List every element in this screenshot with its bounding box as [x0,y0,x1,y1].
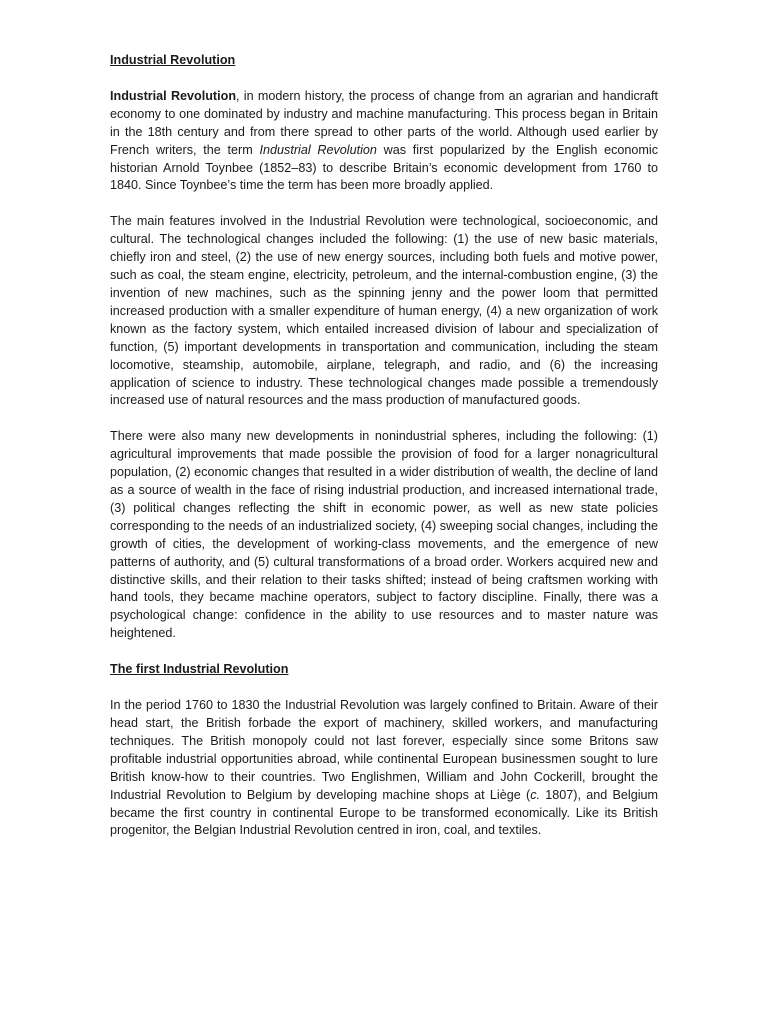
intro-text-1: , in modern history, the process of change from an agrarian and handicraft economy to one dominated by industry and machine manufacturing. This process began in Britain in the 18th century and from there spread to other parts of the world. Although used earlier by French writers, the term [110,88,658,157]
section-italic-c: c. [530,787,540,802]
features-paragraph: The main features involved in the Industrial Revolution were technological, socioeconomic, and cultural. The technological changes included the following: (1) the use of new basic materials, chiefly iron and steel, (2) the use of new energy sources, including both fuels and motive power, such as coal, the steam engine, electricity, petroleum, and the internal-combustion engine, (3) the invention of new machines, such as the spinning jenny and the power loom that permitted increased production with a smaller expenditure of human energy, (4) a new organization of work known as the factory system, which entailed increased division of labour and specialization of function, (5) important developments in transportation and communication, including the steam locomotive, steamship, automobile, airplane, telegraph, and radio, and (6) the increasing application of science to industry. These technological changes made possible a tremendously increased use of natural resources and the mass production of manufactured goods. [110,214,658,408]
intro-paragraph [110,88,658,195]
intro-lead: Industrial Revolution [110,88,237,103]
section-text-1: In the period 1760 to 1830 the Industrial Revolution was largely confined to Britain. Aware of their head start, the British forbade the export of machinery, skilled workers, and manufacturing techniques. The British monopoly could not last forever, especially since some Britons saw profitable industrial opportunities abroad, while continental European businessmen sought to lure British know-how to their countries. Two Englishmen, William and John Cockerill, brought the Industrial Revolution to Belgium by developing machine shops at Liège ( [110,698,658,802]
spacer [110,410,658,428]
nonindustrial-paragraph: There were also many new developments in nonindustrial spheres, including the following: (1) agricultural improvements that made possible the provision of food for a larger nonagricultural population, (2) economic changes that resulted in a wider distribution of wealth, the decline of land as a source of wealth in the face of rising industrial production, and increased international trade, (3) political changes reflecting the shift in economic power, as well as new state policies corresponding to the needs of an industrialized society, (4) sweeping social changes, including the growth of cities, the development of working-class movements, and the emergence of new patterns of authority, and (5) cultural transformations of a broad order. Workers acquired new and distinctive skills, and their relation to their tasks shifted; instead of being craftsmen working with hand tools, they became machine operators, subject to factory discipline. Finally, there was a psychological change: confidence in the ability to use resources and to master nature was heightened. [110,429,658,641]
spacer [110,70,658,88]
intro-italic-term: Industrial Revolution [259,142,377,157]
spacer [110,679,658,697]
section-paragraph [110,697,658,840]
intro-text-2: was first popularized by the English economic historian Arnold Toynbee (1852–83) to describe Britain’s economic development from 1760 to 1840. Since Toynbee’s time the term has been more broadly applied. [110,142,659,193]
spacer [110,643,658,661]
section-title: The first Industrial Revolution [110,662,289,677]
section-text-2: 1807), and Belgium became the first country in continental Europe to be transformed economically. Like its British progenitor, the Belgian Industrial Revolution centred in iron, coal, and textiles. [110,787,658,838]
document-title: Industrial Revolution [110,53,236,67]
spacer [110,195,658,213]
document-page [110,52,658,840]
